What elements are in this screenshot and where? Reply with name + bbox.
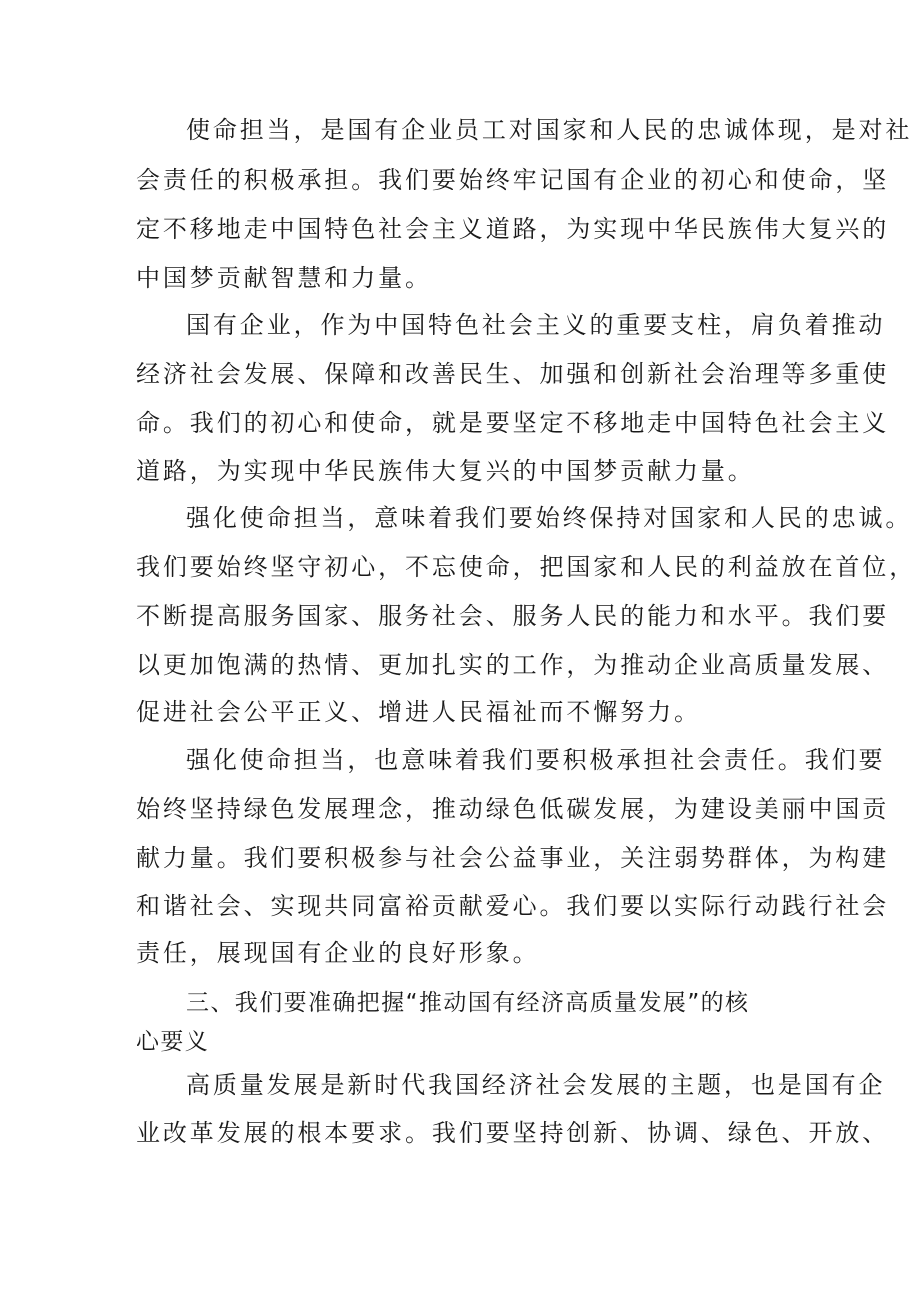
paragraph-3-line-1: 强化使命担当，意味着我们要始终保持对国家和人民的忠诚。 bbox=[186, 504, 913, 532]
paragraph-2-line-4: 道路，为实现中华民族伟大复兴的中国梦贡献力量。 bbox=[136, 457, 755, 485]
paragraph-4-line-5: 责任，展现国有企业的良好形象。 bbox=[136, 939, 540, 967]
paragraph-2-line-2: 经济社会发展、保障和改善民生、加强和创新社会治理等多重使 bbox=[136, 360, 890, 388]
paragraph-3-line-3: 不断提高服务国家、服务社会、服务人民的能力和水平。我们要 bbox=[136, 602, 890, 630]
paragraph-2-line-1: 国有企业，作为中国特色社会主义的重要支柱，肩负着推动 bbox=[186, 311, 886, 339]
section-heading-line-1: 三、我们要准确把握“推动国有经济高质量发展”的核 bbox=[186, 990, 750, 1016]
paragraph-1-line-2: 会责任的积极承担。我们要始终牢记国有企业的初心和使命，坚 bbox=[136, 166, 890, 194]
paragraph-3-line-5: 促进社会公平正义、增进人民福祉而不懈努力。 bbox=[136, 698, 701, 726]
section-heading-line-2: 心要义 bbox=[136, 1029, 210, 1055]
paragraph-5-line-2: 业改革发展的根本要求。我们要坚持创新、协调、绿色、开放、 bbox=[136, 1119, 890, 1147]
paragraph-3-line-2: 我们要始终坚守初心，不忘使命，把国家和人民的利益放在首位， bbox=[136, 553, 917, 581]
paragraph-3-line-4: 以更加饱满的热情、更加扎实的工作，为推动企业高质量发展、 bbox=[136, 651, 890, 679]
paragraph-5-line-1: 高质量发展是新时代我国经济社会发展的主题，也是国有企 bbox=[186, 1071, 886, 1099]
paragraph-4-line-1: 强化使命担当，也意味着我们要积极承担社会责任。我们要 bbox=[186, 746, 886, 774]
paragraph-4-line-2: 始终坚持绿色发展理念，推动绿色低碳发展，为建设美丽中国贡 bbox=[136, 795, 890, 823]
paragraph-1-line-3: 定不移地走中国特色社会主义道路，为实现中华民族伟大复兴的 bbox=[136, 215, 890, 243]
paragraph-1-line-4: 中国梦贡献智慧和力量。 bbox=[136, 264, 432, 292]
paragraph-4-line-3: 献力量。我们要积极参与社会公益事业，关注弱势群体，为构建 bbox=[136, 844, 890, 872]
paragraph-1-line-1: 使命担当，是国有企业员工对国家和人民的忠诚体现，是对社 bbox=[186, 116, 913, 144]
paragraph-4-line-4: 和谐社会、实现共同富裕贡献爱心。我们要以实际行动践行社会 bbox=[136, 892, 890, 920]
paragraph-2-line-3: 命。我们的初心和使命，就是要坚定不移地走中国特色社会主义 bbox=[136, 409, 890, 437]
